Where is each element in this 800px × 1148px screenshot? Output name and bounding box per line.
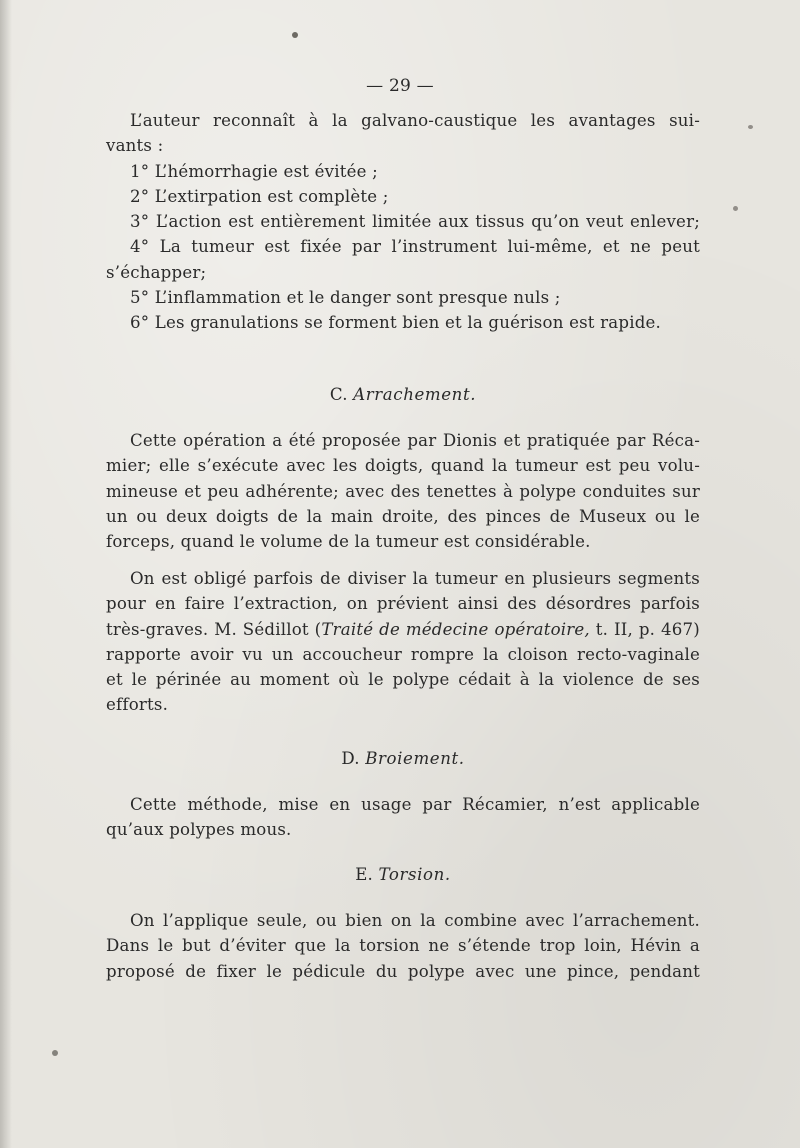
text-run: très-graves. M. Sédillot ( xyxy=(106,619,322,639)
text-line: pour en faire l’extraction, on prévient ainsi des désordres parfois xyxy=(106,594,700,614)
page-number: — 29 — xyxy=(366,76,434,96)
section-title: Broiement. xyxy=(365,749,465,768)
section-letter: D. xyxy=(341,749,360,768)
text-line: qu’aux polypes mous. xyxy=(106,820,292,840)
list-item: 2° L’extirpation est complète ; xyxy=(130,186,389,206)
paper-speck xyxy=(52,1050,58,1056)
paper-speck xyxy=(733,206,738,211)
section-heading-e xyxy=(106,862,700,887)
paragraph-torsion xyxy=(106,908,700,984)
list-item: 1° L’hémorrhagie est évitée ; xyxy=(130,161,378,181)
list-item: 5° L’inflammation et le danger sont presque nuls ; xyxy=(130,288,561,308)
section-letter: E. xyxy=(355,865,374,884)
text-line: On est obligé parfois de diviser la tumeur en plusieurs segments xyxy=(130,569,700,588)
text-line: vants : xyxy=(106,136,164,156)
list-item: 4° La tumeur est fixée par l’instrument lui-même, et ne peut xyxy=(130,237,700,257)
list-item: 6° Les granulations se forment bien et la guérison est rapide. xyxy=(130,313,662,333)
book-title-citation: Traité de médecine opératoire, xyxy=(321,619,590,639)
section-letter: C. xyxy=(329,385,348,404)
text-line: efforts. xyxy=(106,695,169,715)
paragraph-galvano-caustique xyxy=(106,108,700,336)
text-line: Cette méthode, mise en usage par Récamier, n’est applicable xyxy=(130,795,700,814)
list-item: 3° L’action est entièrement limitée aux tissus qu’on veut enlever; xyxy=(130,212,700,232)
text-line: mier; elle s’exécute avec les doigts, quand la tumeur est peu volu- xyxy=(106,456,700,476)
paragraph-broiement xyxy=(106,792,700,843)
section-heading-d xyxy=(106,746,700,771)
section-title: Arrachement. xyxy=(353,385,477,404)
text-line: et le périnée au moment où le polype cédait à la violence de ses xyxy=(106,670,700,690)
text-line: L’auteur reconnaît à la galvano-caustique les avantages sui- xyxy=(130,111,700,130)
section-title: Torsion. xyxy=(378,865,451,884)
text-line: mineuse et peu adhérente; avec des tenettes à polype conduites sur xyxy=(106,481,700,501)
text-line: rapporte avoir vu un accoucheur rompre la cloison recto-vaginale xyxy=(106,644,700,664)
text-line: Dans le but d’éviter que la torsion ne s’étende trop loin, Hévin a xyxy=(106,936,700,956)
text-run: t. II, p. 467) xyxy=(589,619,700,639)
paragraph-arrachement xyxy=(106,428,700,554)
text-line-citation xyxy=(106,617,700,642)
paragraph-extraction xyxy=(106,566,700,718)
paper-speck xyxy=(292,32,298,38)
text-line: On l’applique seule, ou bien on la combine avec l’arrachement. xyxy=(130,911,700,930)
text-line: proposé de fixer le pédicule du polype avec une pince, pendant xyxy=(106,961,700,981)
text-line: Cette opération a été proposée par Dionis et pratiquée par Réca- xyxy=(130,431,700,450)
page-binding-shadow xyxy=(0,0,12,1148)
paper-speck xyxy=(748,125,753,129)
text-line: un ou deux doigts de la main droite, des pinces de Museux ou le xyxy=(106,506,700,526)
text-line: s’échapper; xyxy=(106,262,207,282)
section-heading-c xyxy=(106,382,700,407)
text-line: forceps, quand le volume de la tumeur est considérable. xyxy=(106,532,591,552)
